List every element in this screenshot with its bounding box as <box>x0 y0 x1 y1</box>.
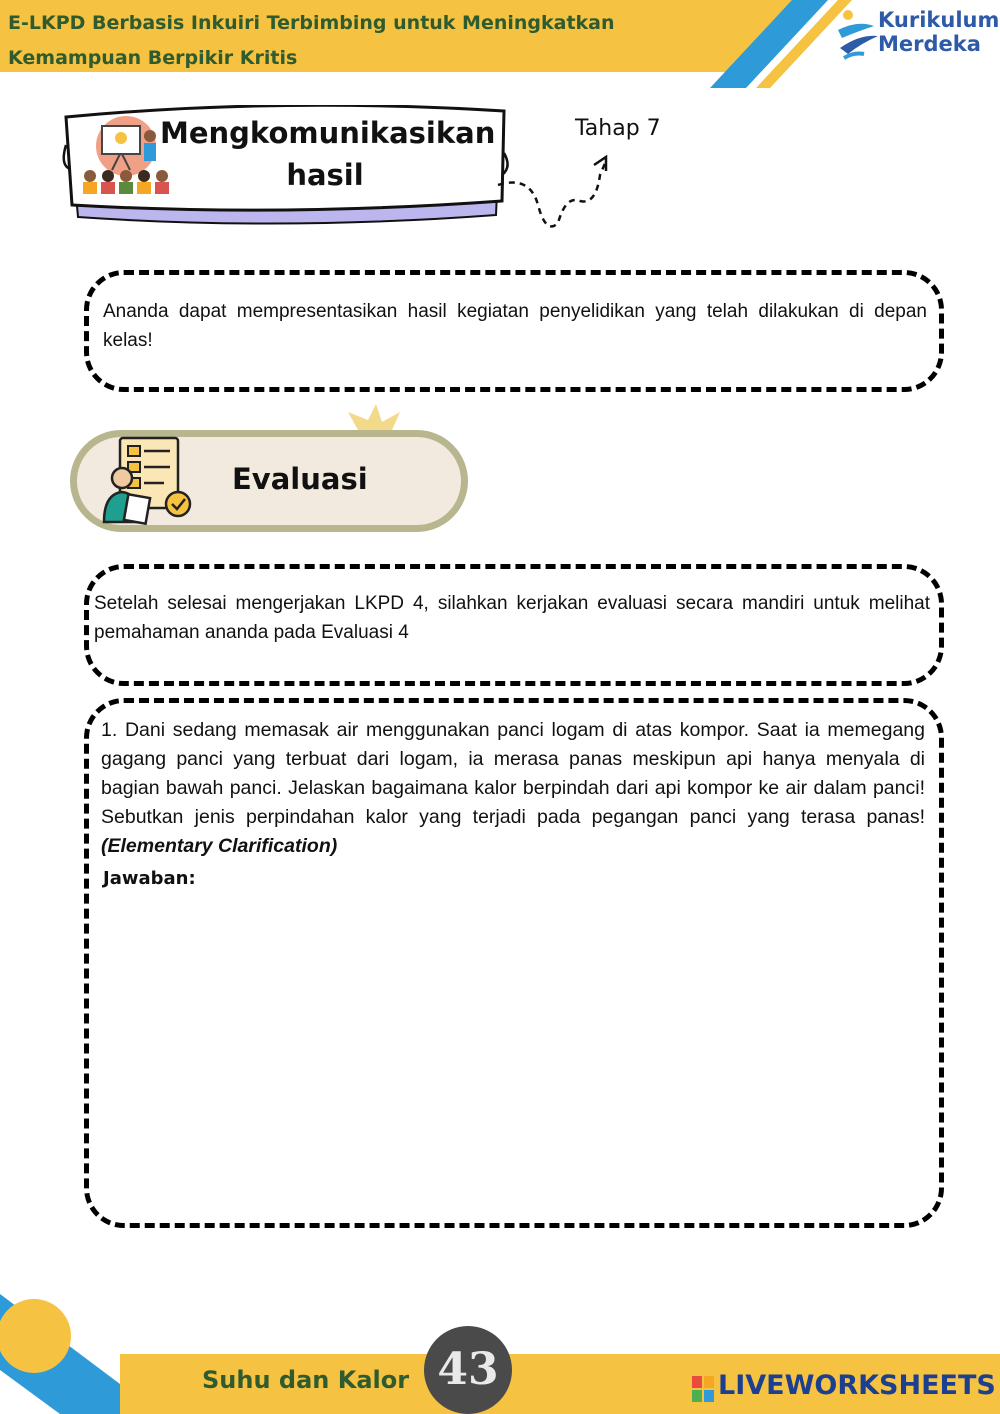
stage-title-line1: Mengkomunikasikan <box>160 116 496 150</box>
document-title-line2: Kemampuan Berpikir Kritis <box>8 47 298 69</box>
evaluation-instruction: Setelah selesai mengerjakan LKPD 4, silahkan kerjakan evaluasi secara mandiri untuk melihat pemahaman ananda pada Evaluasi 4 <box>94 593 930 643</box>
question-body: 1. Dani sedang memasak air menggunakan panci logam di atas kompor. Saat ia memegang gagang panci yang terbuat dari logam, ia merasa panas meskipun api hanya menyala di bagian bawah panci. Jelaskan bagaimana kalor berpindah dari api kompor ke air dalam panci! Sebutkan jenis perpindahan kalor yang terjadi pada pegangan panci yang terasa panas! <box>101 719 925 828</box>
kurikulum-merdeka-logo-icon <box>834 8 882 64</box>
question-text <box>101 716 925 861</box>
question-level: (Elementary Clarification) <box>101 835 338 857</box>
stage-number: Tahap 7 <box>575 116 661 141</box>
liveworksheets-logo-icon <box>692 1376 714 1402</box>
page-number: 43 <box>424 1326 512 1414</box>
stage-instruction: Ananda dapat mempresentasikan hasil kegiatan penyelidikan yang telah dilakukan di depan kelas! <box>103 301 927 351</box>
kurikulum-merdeka-logo <box>878 8 998 56</box>
checklist-icon <box>100 436 196 526</box>
stage-title <box>160 112 496 196</box>
presentation-icon <box>80 114 172 196</box>
document-title <box>8 6 708 76</box>
evaluation-title: Evaluasi <box>232 462 368 496</box>
logo-line2: Merdeka <box>878 32 981 56</box>
answer-label: Jawaban: <box>103 868 196 889</box>
logo-line1: Kurikulum <box>878 8 1000 32</box>
liveworksheets-logo: LIVEWORKSHEETS <box>718 1370 996 1401</box>
document-title-line1: E-LKPD Berbasis Inkuiri Terbimbing untuk Meningkatkan <box>8 12 615 34</box>
answer-area[interactable] <box>100 900 930 1210</box>
footer-title: Suhu dan Kalor <box>202 1366 410 1394</box>
stage-title-line2: hasil <box>286 158 364 192</box>
